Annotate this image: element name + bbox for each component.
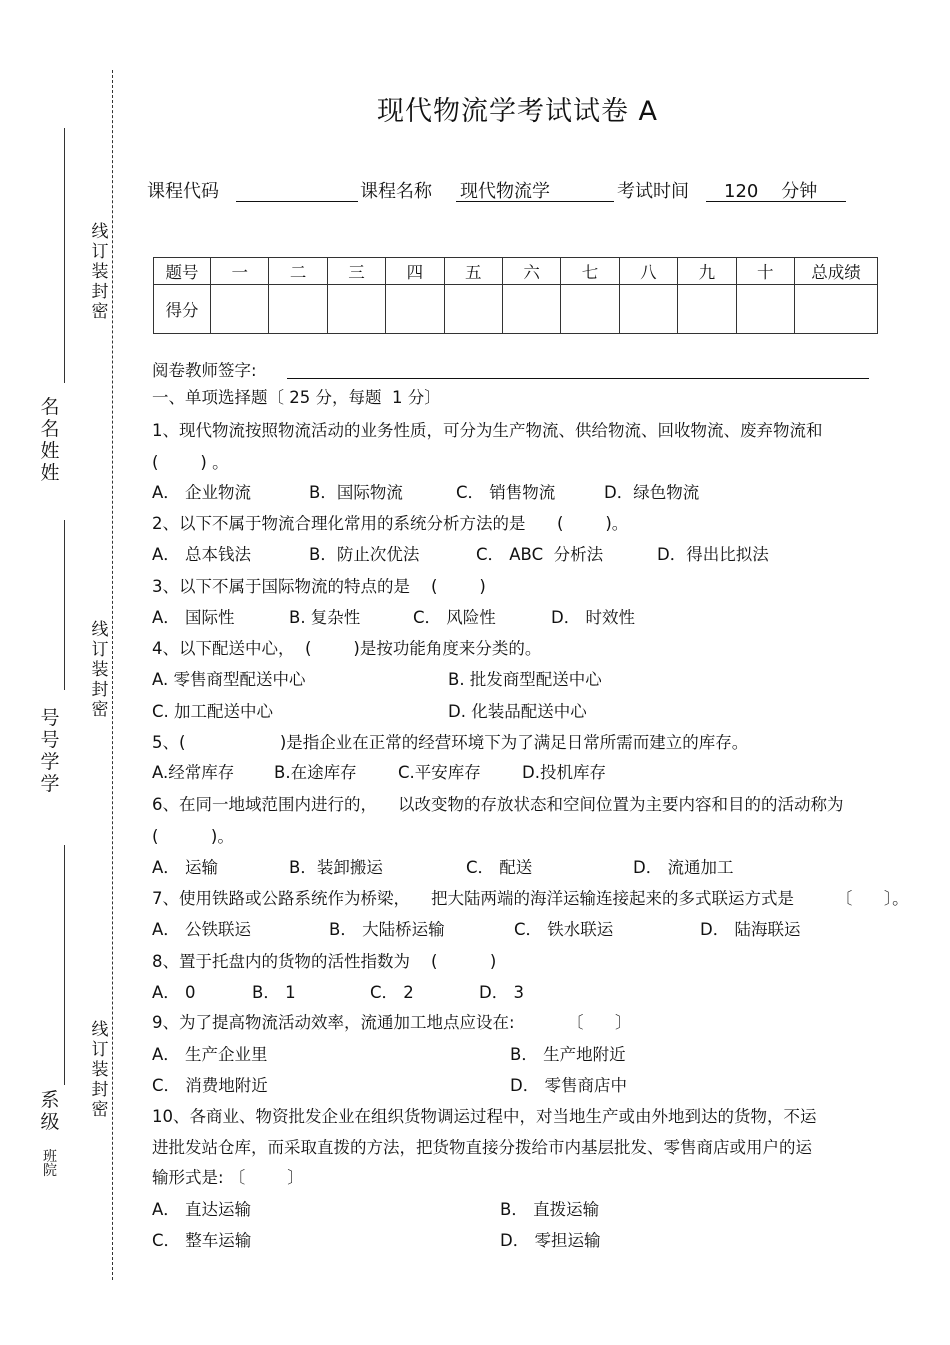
q5-option-c: C.平安库存	[398, 763, 481, 782]
q2-option-b: B．防止次优法	[309, 545, 420, 564]
score-cell[interactable]	[444, 285, 502, 334]
binding-solid-line-1	[64, 128, 65, 383]
exam-time-value: 120 分钟	[724, 181, 818, 202]
q9-option-a: A． 生产企业里	[152, 1045, 268, 1064]
header-cell: 五	[444, 258, 502, 285]
question-1-stem: 1、现代物流按照物流活动的业务性质，可分为生产物流、供给物流、回收物流、废弃物流和	[152, 421, 823, 440]
q7-option-c: C． 铁水联运	[514, 920, 614, 939]
score-cell[interactable]	[502, 285, 560, 334]
teacher-sign-field[interactable]	[287, 378, 869, 379]
q5-option-b: B.在途库存	[274, 763, 357, 782]
q7-option-b: B． 大陆桥运输	[329, 920, 445, 939]
q4-option-b: B. 批发商型配送中心	[448, 670, 602, 689]
header-cell: 九	[678, 258, 736, 285]
course-code-field[interactable]	[236, 201, 358, 202]
score-cell[interactable]	[619, 285, 677, 334]
q7-option-d: D． 陆海联运	[700, 920, 801, 939]
question-7-stem: 7、使用铁路或公路系统作为桥梁， 把大陆两端的海洋运输连接起来的多式联运方式是 〔 〕。	[152, 889, 909, 908]
q1-option-c: C． 销售物流	[456, 483, 556, 502]
q3-option-d: D． 时效性	[551, 608, 635, 627]
question-10-stem-cont: 进批发站仓库，而采取直拨的方法，把货物直接分拨给市内基层批发、零售商店或用户的运	[152, 1138, 812, 1157]
score-cell[interactable]	[561, 285, 619, 334]
score-cell[interactable]	[327, 285, 385, 334]
student-id-label: 号号学学	[40, 707, 60, 795]
score-table-score-row	[154, 285, 878, 334]
q9-option-d: D． 零售商店中	[510, 1076, 627, 1095]
header-cell: 七	[561, 258, 619, 285]
header-cell: 一	[211, 258, 269, 285]
section-title: 一、单项选择题〔 25 分，每题 1 分〕	[152, 388, 441, 407]
header-cell: 八	[619, 258, 677, 285]
q5-option-a: A.经常库存	[152, 763, 235, 782]
exam-time-label: 考试时间	[617, 181, 689, 202]
header-cell: 四	[386, 258, 444, 285]
q2-option-d: D．得出比拟法	[657, 545, 769, 564]
q8-option-c: C． 2	[370, 983, 414, 1002]
q10-option-c: C． 整车运输	[152, 1231, 252, 1250]
binding-solid-line-3	[64, 845, 65, 1085]
q9-option-b: B． 生产地附近	[510, 1045, 626, 1064]
q2-option-c: C． ABC 分析法	[476, 545, 604, 564]
q3-option-c: C． 风险性	[413, 608, 496, 627]
score-cell[interactable]	[678, 285, 736, 334]
question-2-stem: 2、以下不属于物流合理化常用的系统分析方法的是 ( )。	[152, 514, 629, 533]
question-3-stem: 3、以下不属于国际物流的特点的是 ( )	[152, 577, 486, 596]
score-cell[interactable]	[211, 285, 269, 334]
q3-option-b: B. 复杂性	[289, 608, 361, 627]
score-cell[interactable]	[269, 285, 327, 334]
q5-option-d: D.投机库存	[522, 763, 606, 782]
q1-option-a: A． 企业物流	[152, 483, 252, 502]
header-cell: 二	[269, 258, 327, 285]
binding-solid-line-2	[64, 520, 65, 690]
question-10-stem-cont2: 输形式是: 〔 〕	[152, 1168, 304, 1187]
q8-option-a: A． 0	[152, 983, 196, 1002]
q6-option-b: B．装卸搬运	[289, 858, 383, 877]
question-1-stem-cont: ( ) 。	[152, 453, 229, 472]
exam-title: 现代物流学考试试卷 A	[376, 96, 659, 127]
question-5-stem: 5、( )是指企业在正常的经营环境下为了满足日常所需而建立的库存。	[152, 733, 749, 752]
question-10-stem: 10、各商业、物资批发企业在组织货物调运过程中，对当地生产或由外地到达的货物，不运	[152, 1107, 817, 1126]
header-cell: 三	[327, 258, 385, 285]
question-9-stem: 9、为了提高物流活动效率，流通加工地点应设在: 〔 〕	[152, 1013, 632, 1032]
class-label: 班院	[43, 1149, 57, 1179]
q7-option-a: A． 公铁联运	[152, 920, 252, 939]
score-cell[interactable]	[795, 285, 878, 334]
q4-option-c: C. 加工配送中心	[152, 702, 274, 721]
q9-option-c: C． 消费地附近	[152, 1076, 268, 1095]
header-cell: 十	[736, 258, 794, 285]
q10-option-a: A． 直达运输	[152, 1200, 252, 1219]
q2-option-a: A． 总本钱法	[152, 545, 252, 564]
score-cell[interactable]	[386, 285, 444, 334]
course-code-label: 课程代码	[147, 181, 219, 202]
score-table	[153, 257, 878, 334]
q10-option-d: D． 零担运输	[500, 1231, 601, 1250]
score-table-header-row	[154, 258, 878, 285]
seal-text-3: 线订装封密	[91, 1020, 109, 1120]
q6-option-d: D． 流通加工	[633, 858, 734, 877]
header-cell: 题号	[154, 258, 211, 285]
teacher-sign-label: 阅卷教师签字:	[152, 361, 257, 380]
score-cell[interactable]	[736, 285, 794, 334]
header-cell: 总成绩	[795, 258, 878, 285]
score-row-label: 得分	[154, 285, 211, 334]
question-8-stem: 8、置于托盘内的货物的活性指数为 ( )	[152, 952, 497, 971]
seal-text-1: 线订装封密	[91, 222, 109, 322]
binding-dashed-line	[112, 70, 113, 1280]
q10-option-b: B． 直拨运输	[500, 1200, 600, 1219]
course-name-label: 课程名称	[360, 181, 432, 202]
q3-option-a: A． 国际性	[152, 608, 235, 627]
student-name-label: 名名姓姓	[40, 396, 60, 484]
q6-option-a: A． 运输	[152, 858, 219, 877]
header-cell: 六	[502, 258, 560, 285]
q4-option-a: A. 零售商型配送中心	[152, 670, 306, 689]
q6-option-c: C． 配送	[466, 858, 533, 877]
q4-option-d: D. 化装品配送中心	[448, 702, 587, 721]
question-6-stem: 6、在同一地域范围内进行的， 以改变物的存放状态和空间位置为主要内容和目的的活动称为	[152, 795, 844, 814]
q1-option-d: D．绿色物流	[604, 483, 700, 502]
question-4-stem: 4、以下配送中心， ( )是按功能角度来分类的。	[152, 639, 542, 658]
question-6-stem-cont: ( )。	[152, 827, 234, 846]
course-name-value: 现代物流学	[460, 181, 550, 202]
q8-option-b: B． 1	[252, 983, 296, 1002]
department-label: 系级	[40, 1089, 60, 1133]
seal-text-2: 线订装封密	[91, 620, 109, 720]
q8-option-d: D． 3	[479, 983, 524, 1002]
q1-option-b: B．国际物流	[309, 483, 403, 502]
